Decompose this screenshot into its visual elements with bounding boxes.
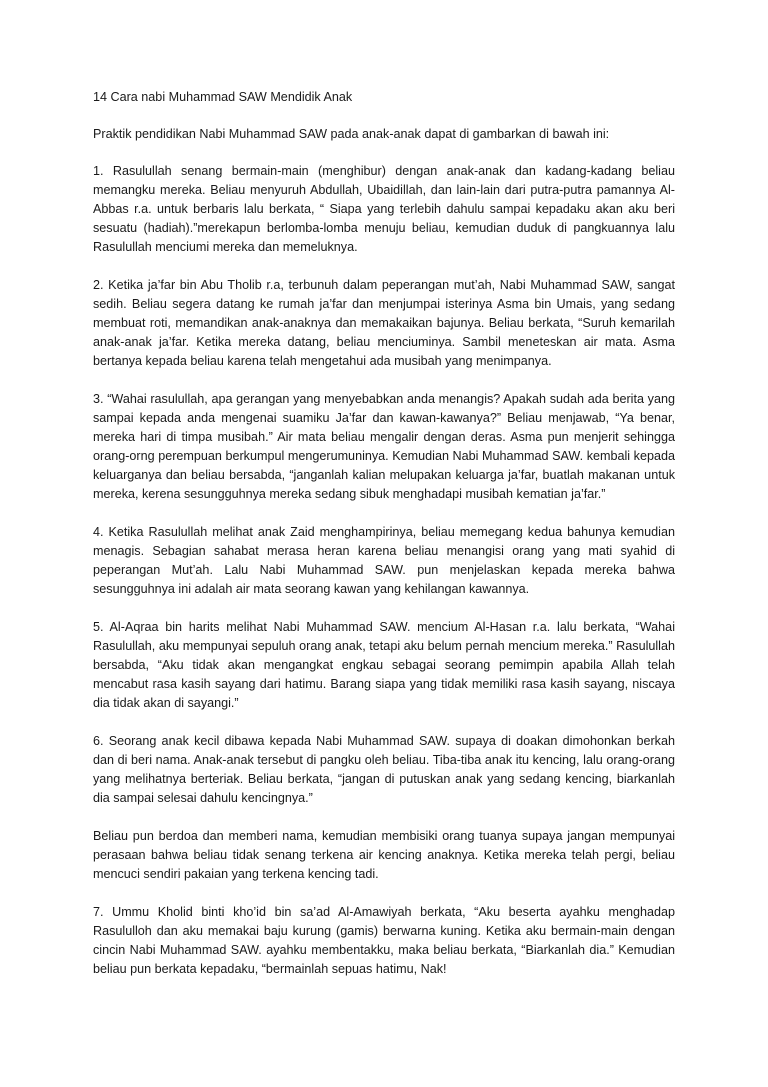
paragraph-6: 6. Seorang anak kecil dibawa kepada Nabi Muhammad SAW. supaya di doakan dimohonkan berkah dan di beri nama. Anak-anak tersebut di pangku oleh beliau. Tiba-tiba anak itu kencing, lalu orang-orang yang melihatnya berteriak. Beliau berkata, “jangan di putuskan anak yang sedang kencing, biarkanlah dia sampai selesai dahulu kencingnya.” <box>93 734 675 805</box>
paragraph-2: 2. Ketika ja’far bin Abu Tholib r.a, terbunuh dalam peperangan mut’ah, Nabi Muhammad SAW, sangat sedih. Beliau segera datang ke rumah ja’far dan menjumpai isterinya Asma bin Umais, yang sedang membuat roti, memandikan anak-anaknya dan memakaikan bajunya. Beliau berkata, “Suruh kemarilah anak-anak ja’far. Ketika mereka datang, beliau menciuminya. Sambil meneteskan air mata. Asma bertanya kepada beliau karena telah mengetahui ada musibah yang menimpanya. <box>93 278 675 368</box>
paragraph-7: 7. Ummu Kholid binti kho’id bin sa’ad Al-Amawiyah berkata, “Aku beserta ayahku menghadap Rasululloh dan aku memakai baju kurung (gamis) berwarna kuning. Ketika aku bermain-main dengan cincin Nabi Muhammad SAW. ayahku membentakku, maka beliau berkata, “Biarkanlah dia.” Kemudian beliau pun berkata kepadaku, “bermainlah sepuas hatimu, Nak! <box>93 905 675 976</box>
paragraph-5: 5. Al-Aqraa bin harits melihat Nabi Muhammad SAW. mencium Al-Hasan r.a. lalu berkata, “Wahai Rasulullah, aku mempunyai sepuluh orang anak, tetapi aku belum pernah mencium mereka.” Rasulullah bersabda, “Aku tidak akan mengangkat engkau sebagai seorang pemimpin apabila Allah telah mencabut rasa kasih sayang dari hatimu. Barang siapa yang tidak memiliki rasa kasih sayang, niscaya dia tidak akan di sayangi.” <box>93 620 675 710</box>
paragraph-1: 1. Rasulullah senang bermain-main (menghibur) dengan anak-anak dan kadang-kadang beliau memangku mereka. Beliau menyuruh Abdullah, Ubaidillah, dan lain-lain dari putra-putra pamannya Al-Abbas r.a. untuk berbaris lalu berkata, “ Siapa yang terlebih dahulu sampai kepadaku akan aku beri sesuatu (hadiah).”merekapun berlomba-lomba menuju beliau, kemudian duduk di pangkuannya lalu Rasulullah menciumi mereka dan memeluknya. <box>93 164 675 254</box>
document-title: 14 Cara nabi Muhammad SAW Mendidik Anak <box>93 90 353 104</box>
document-intro: Praktik pendidikan Nabi Muhammad SAW pada anak-anak dapat di gambarkan di bawah ini: <box>93 127 610 141</box>
paragraph-6-continued: Beliau pun berdoa dan memberi nama, kemudian membisiki orang tuanya supaya jangan mempunyai perasaan bahwa beliau tidak senang terkena air kencing anaknya. Ketika mereka telah pergi, beliau mencuci sendiri pakaian yang terkena kencing tadi. <box>93 829 675 881</box>
paragraph-3: 3. “Wahai rasulullah, apa gerangan yang menyebabkan anda menangis? Apakah sudah ada berita yang sampai kepada anda mengenai suamiku Ja’far dan kawan-kawanya?” Beliau menjawab, “Ya benar, mereka hari di timpa musibah.” Air mata beliau mengalir dengan deras. Asma pun menjerit sehingga orang-orng perempuan berkumpul mengerumuninya. Kemudian Nabi Muhammad SAW. kembali kepada keluarganya dan beliau bersabda, “janganlah kalian melupakan keluarga ja’far, buatlah makanan untuk mereka, kerena sesungguhnya mereka sedang sibuk menghadapi musibah kematian ja’far.” <box>93 392 675 501</box>
paragraph-4: 4. Ketika Rasulullah melihat anak Zaid menghampirinya, beliau memegang kedua bahunya kemudian menagis. Sebagian sahabat merasa heran karena beliau menangisi orang yang mati syahid di peperangan Mut’ah. Lalu Nabi Muhammad SAW. pun menjelaskan kepada mereka bahwa sesungguhnya ini adalah air mata seorang kawan yang kehilangan kawannya. <box>93 525 675 596</box>
document-page <box>93 88 675 998</box>
